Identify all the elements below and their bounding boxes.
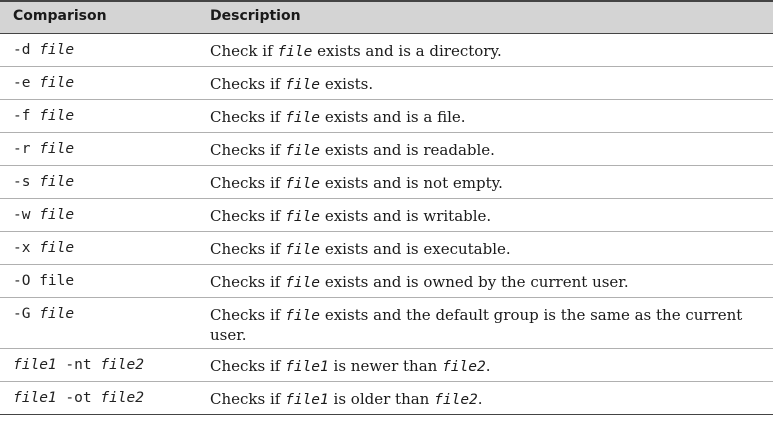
desc-var: file [277, 44, 313, 60]
desc-var2: file2 [442, 359, 486, 375]
table-row [0, 232, 773, 265]
desc-post: exists. [324, 75, 374, 93]
desc-var: file [285, 209, 321, 225]
desc-var1: file1 [285, 392, 329, 408]
flag: -O [13, 273, 31, 289]
desc-pre: Checks if [210, 357, 281, 375]
desc-pre: Checks if [210, 108, 281, 126]
desc-pre: Checks if [210, 174, 281, 192]
description-cell [210, 75, 755, 95]
header-comparison: Comparison [13, 8, 107, 24]
table-row [0, 349, 773, 382]
desc-var1: file1 [285, 359, 329, 375]
table-header [0, 0, 773, 34]
operator: -nt [65, 357, 92, 373]
table-row [0, 34, 773, 67]
flag: -x [13, 240, 31, 256]
desc-var: file [285, 143, 321, 159]
desc-end: . [485, 357, 491, 375]
desc-post: exists and is a directory. [317, 42, 502, 60]
comparison-cell [13, 42, 74, 58]
arg: file [39, 108, 75, 124]
desc-var2: file2 [434, 392, 478, 408]
desc-var: file [285, 176, 321, 192]
arg: file [39, 240, 75, 256]
left-file: file1 [13, 357, 57, 373]
desc-pre: Checks if [210, 75, 281, 93]
description-cell [210, 390, 755, 410]
desc-post: exists and is executable. [324, 240, 511, 258]
left-file: file1 [13, 390, 57, 406]
operator: -ot [65, 390, 92, 406]
flag: -r [13, 141, 31, 157]
right-file: file2 [100, 390, 144, 406]
arg: file [39, 141, 75, 157]
table-row [0, 298, 773, 349]
description-cell [210, 108, 755, 128]
desc-post: exists and is writable. [324, 207, 492, 225]
description-cell [210, 240, 755, 260]
table-row [0, 67, 773, 100]
desc-pre: Checks if [210, 207, 281, 225]
desc-pre: Checks if [210, 306, 281, 324]
desc-pre: Checks if [210, 390, 281, 408]
flag: -e [13, 75, 31, 91]
desc-post: exists and is owned by the current user. [324, 273, 629, 291]
desc-end: . [477, 390, 483, 408]
desc-var: file [285, 242, 321, 258]
comparison-cell [13, 141, 74, 157]
arg: file [39, 207, 75, 223]
description-cell [210, 306, 755, 345]
desc-post: exists and is readable. [324, 141, 495, 159]
comparison-cell [13, 75, 74, 91]
table-row [0, 100, 773, 133]
desc-pre: Checks if [210, 141, 281, 159]
desc-pre: Checks if [210, 240, 281, 258]
arg: file [39, 42, 75, 58]
description-cell [210, 42, 755, 62]
flag: -s [13, 174, 31, 190]
right-file: file2 [100, 357, 144, 373]
table-row [0, 133, 773, 166]
desc-mid: is older than [333, 390, 430, 408]
table-row [0, 265, 773, 298]
desc-var: file [285, 110, 321, 126]
desc-post: exists and is not empty. [324, 174, 503, 192]
arg: file [39, 306, 75, 322]
arg: file [39, 174, 75, 190]
description-cell [210, 141, 755, 161]
desc-post: exists and is a file. [324, 108, 466, 126]
description-cell [210, 207, 755, 227]
description-cell [210, 174, 755, 194]
comparison-cell [13, 357, 144, 373]
flag: -w [13, 207, 31, 223]
desc-var: file [285, 275, 321, 291]
description-cell [210, 273, 755, 293]
desc-pre: Checks if [210, 273, 281, 291]
desc-mid: is newer than [333, 357, 438, 375]
table-row [0, 382, 773, 415]
arg: file [39, 75, 75, 91]
desc-pre: Check if [210, 42, 273, 60]
description-cell [210, 357, 755, 377]
header-description: Description [210, 8, 301, 24]
flag: -f [13, 108, 31, 124]
desc-var: file [285, 308, 321, 324]
table-row [0, 166, 773, 199]
flag: -G [13, 306, 31, 322]
desc-post: exists and the default group is the same as the current user. [210, 306, 743, 344]
table-row [0, 199, 773, 232]
desc-var: file [285, 77, 321, 93]
comparison-cell [13, 207, 74, 223]
comparison-cell [13, 390, 144, 406]
flag: -d [13, 42, 31, 58]
comparison-cell [13, 240, 74, 256]
comparison-cell [13, 108, 74, 124]
arg: file [39, 273, 75, 289]
comparison-cell [13, 174, 74, 190]
comparison-cell [13, 273, 74, 289]
comparison-cell [13, 306, 74, 322]
